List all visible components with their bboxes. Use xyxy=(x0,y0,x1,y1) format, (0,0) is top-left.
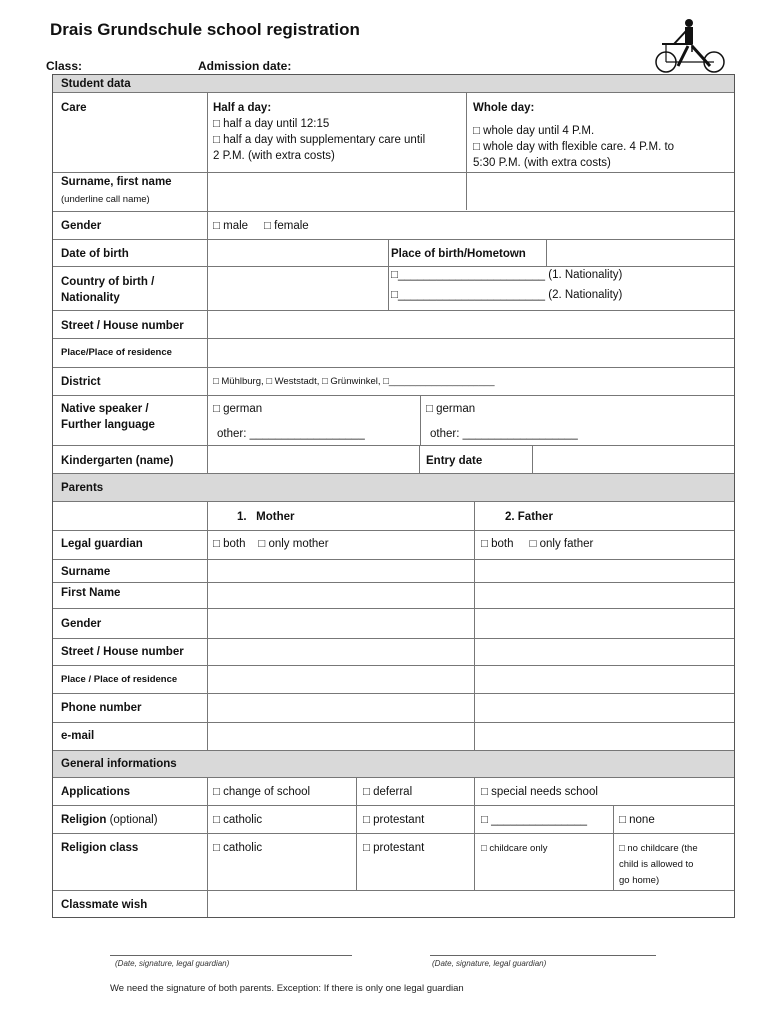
district-label: District xyxy=(61,376,101,388)
signature-note: We need the signature of both parents. Exception: If there is only one legal guardian xyxy=(110,983,464,994)
section-band-parents xyxy=(53,473,734,501)
applications-label: Applications xyxy=(61,786,131,798)
mother-heading: 1. Mother xyxy=(237,511,295,523)
rc-childcare-only[interactable]: □ childcare only xyxy=(481,843,548,854)
signature-caption-left: (Date, signature, legal guardian) xyxy=(115,959,230,968)
care-label: Care xyxy=(61,102,87,114)
app-special-needs[interactable]: □ special needs school xyxy=(481,786,598,798)
native-label-line1: Native speaker / xyxy=(61,403,149,415)
religion-label-group xyxy=(61,812,158,828)
parent-firstname-label: First Name xyxy=(61,587,121,599)
page-title: Drais Grundschule school registration xyxy=(50,20,360,39)
pob-label: Place of birth/Hometown xyxy=(391,248,526,260)
draisine-rider-icon xyxy=(652,16,728,76)
admission-date-label: Admission date: xyxy=(198,59,292,73)
entry-date-label: Entry date xyxy=(426,455,483,467)
half-day-care-note: 2 P.M. (with extra costs) xyxy=(213,150,335,162)
language-left-other[interactable]: other: __________________ xyxy=(217,428,365,440)
language-left-german[interactable]: □ german xyxy=(213,403,263,415)
religion-catholic[interactable]: □ catholic xyxy=(213,814,263,826)
half-day-care-option[interactable]: □ half a day with supplementary care until xyxy=(213,134,426,146)
parent-surname-label: Surname xyxy=(61,566,111,578)
rc-catholic[interactable]: □ catholic xyxy=(213,842,263,854)
section-band-student xyxy=(53,75,734,92)
religion-none[interactable]: □ none xyxy=(619,814,655,826)
whole-day-option[interactable]: □ whole day until 4 P.M. xyxy=(473,125,595,137)
parent-street-label: Street / House number xyxy=(61,646,184,658)
signature-line-left[interactable] xyxy=(110,955,352,956)
religion-protestant[interactable]: □ protestant xyxy=(363,814,425,826)
father-heading: 2. Father xyxy=(505,511,553,523)
nationality-2-field[interactable]: □_______________________ (2. Nationality) xyxy=(391,289,623,301)
signature-line-right[interactable] xyxy=(430,955,656,956)
parent-email-label: e-mail xyxy=(61,730,95,742)
gender-label: Gender xyxy=(61,220,102,232)
parent-phone-label: Phone number xyxy=(61,702,142,714)
section-title-general: General informations xyxy=(61,758,177,770)
district-options[interactable]: □ Mühlburg, □ Weststadt, □ Grünwinkel, □____________________ xyxy=(213,376,495,387)
whole-day-title: Whole day: xyxy=(473,102,535,114)
religion-class-label: Religion class xyxy=(61,842,139,854)
guardian-father-options[interactable]: □ both □ only father xyxy=(481,538,594,550)
surname-label: Surname, first name xyxy=(61,176,172,188)
surname-note: (underline call name) xyxy=(61,194,150,205)
guardian-mother-options[interactable]: □ both □ only mother xyxy=(213,538,329,550)
rc-no-childcare[interactable]: □ no childcare (the xyxy=(619,843,698,854)
country-label-line1: Country of birth / xyxy=(61,276,155,288)
whole-day-flex-option[interactable]: □ whole day with flexible care. 4 P.M. to xyxy=(473,141,675,153)
language-right-german[interactable]: □ german xyxy=(426,403,476,415)
parent-gender-label: Gender xyxy=(61,618,102,630)
kindergarten-label: Kindergarten (name) xyxy=(61,455,174,467)
whole-day-flex-note: 5:30 P.M. (with extra costs) xyxy=(473,157,611,169)
section-title-parents: Parents xyxy=(61,482,104,494)
gender-options[interactable]: □ male □ female xyxy=(213,220,309,232)
rc-protestant[interactable]: □ protestant xyxy=(363,842,425,854)
place-label: Place/Place of residence xyxy=(61,347,172,358)
nationality-1-field[interactable]: □_______________________ (1. Nationality) xyxy=(391,269,623,281)
dob-label: Date of birth xyxy=(61,248,129,260)
app-change-school[interactable]: □ change of school xyxy=(213,786,311,798)
section-title-student: Student data xyxy=(61,78,131,90)
registration-form xyxy=(52,74,735,918)
legal-guardian-label: Legal guardian xyxy=(61,538,143,550)
rc-no-childcare-line3: go home) xyxy=(619,875,660,886)
parent-place-label: Place / Place of residence xyxy=(61,674,178,685)
rc-no-childcare-line2: child is allowed to xyxy=(619,859,694,870)
country-label-line2: Nationality xyxy=(61,292,120,304)
language-right-other[interactable]: other: __________________ xyxy=(430,428,578,440)
religion-label: Religion xyxy=(61,814,107,826)
religion-other[interactable]: □ _______________ xyxy=(481,814,588,826)
class-label: Class: xyxy=(46,59,83,73)
app-deferral[interactable]: □ deferral xyxy=(363,786,413,798)
classmate-wish-label: Classmate wish xyxy=(61,899,148,911)
native-label-line2: Further language xyxy=(61,419,155,431)
religion-optional-note: (optional) xyxy=(109,814,158,826)
signature-caption-right: (Date, signature, legal guardian) xyxy=(432,959,547,968)
half-day-option[interactable]: □ half a day until 12:15 xyxy=(213,118,330,130)
street-label: Street / House number xyxy=(61,320,184,332)
half-day-title: Half a day: xyxy=(213,102,272,114)
